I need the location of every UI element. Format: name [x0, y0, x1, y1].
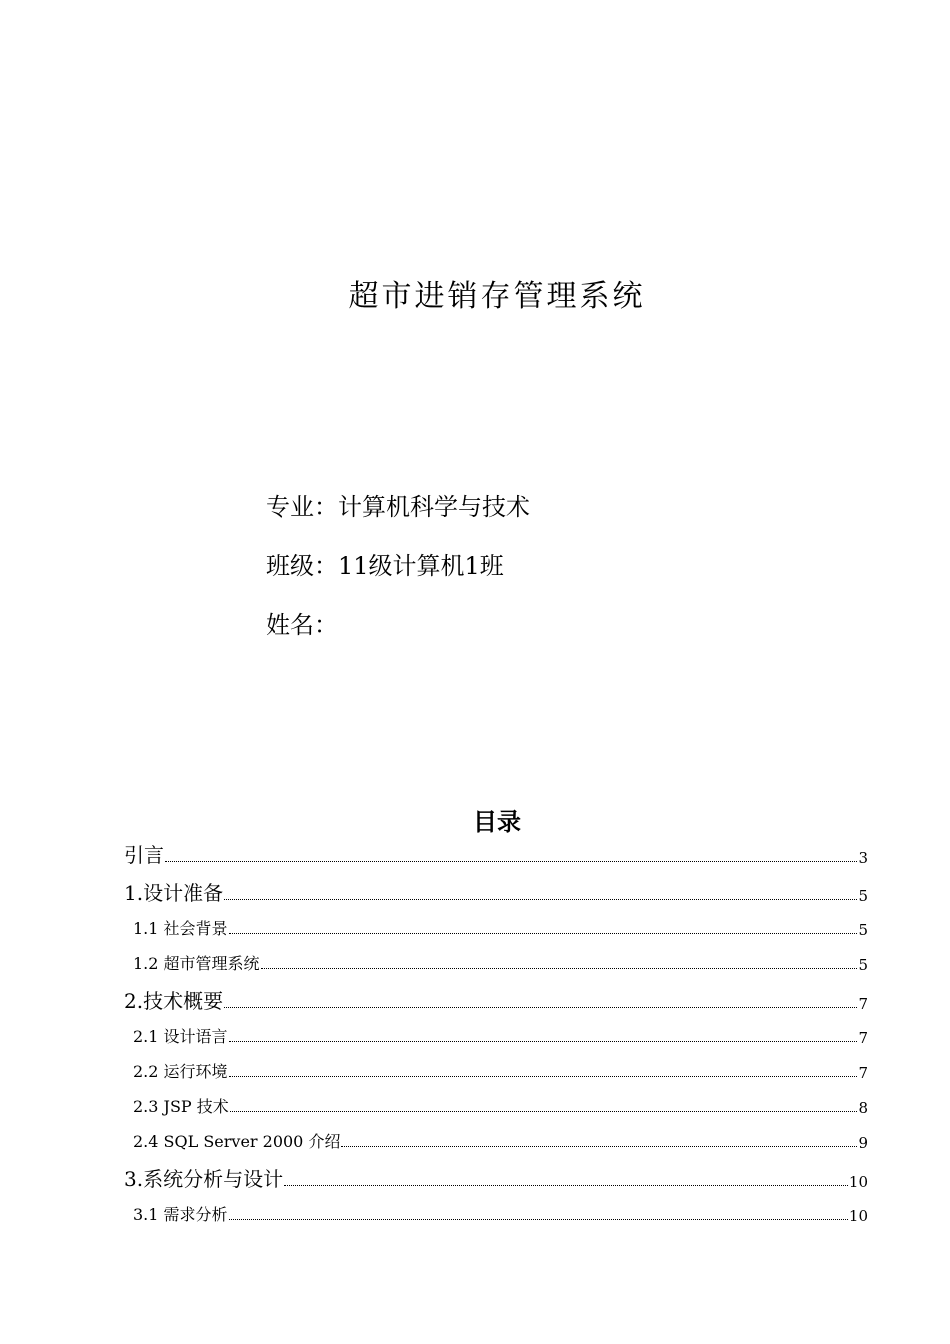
toc-leader: [261, 968, 858, 969]
toc-entry-label: 1.2 超市管理系统: [133, 954, 260, 973]
toc-leader: [229, 1076, 858, 1077]
toc-leader: [229, 933, 858, 934]
toc-entry[interactable]: [133, 953, 868, 975]
toc-entry[interactable]: [124, 842, 868, 868]
toc-entry-page: 7: [858, 1029, 868, 1047]
toc-entry-page: 9: [858, 1134, 868, 1152]
toc-entry-label: 2.3 JSP 技术: [133, 1097, 229, 1116]
toc-entry-label: 3.1 需求分析: [133, 1205, 228, 1224]
toc-entry-page: 10: [848, 1173, 868, 1191]
toc-leader: [224, 899, 857, 900]
toc-leader: [165, 861, 857, 862]
toc-entry[interactable]: [133, 1204, 868, 1226]
toc-leader: [341, 1146, 857, 1147]
toc-leader: [284, 1185, 848, 1186]
info-major-label: 专业：: [266, 493, 338, 521]
toc-entry-label: 1.1 社会背景: [133, 919, 228, 938]
toc-entry[interactable]: [124, 988, 868, 1014]
toc-leader: [229, 1219, 848, 1220]
toc-leader: [229, 1041, 858, 1042]
document-title: 超市进销存管理系统: [348, 279, 646, 314]
toc-entry-page: 5: [858, 956, 868, 974]
toc-entry[interactable]: [133, 1026, 868, 1048]
toc-entry-label: 3.系统分析与设计: [124, 1167, 284, 1191]
toc-entry-label: 2.技术概要: [124, 989, 224, 1013]
info-class-value: 11级计算机1班: [338, 552, 504, 580]
toc-entry-label: 2.1 设计语言: [133, 1027, 228, 1046]
toc-entry[interactable]: [133, 1061, 868, 1083]
toc-heading: 目录: [473, 807, 521, 836]
toc-entry[interactable]: [133, 1096, 868, 1118]
toc-entry-page: 5: [858, 887, 868, 905]
toc-entry[interactable]: [124, 1166, 868, 1192]
toc-entry-page: 5: [858, 921, 868, 939]
toc-entry-page: 7: [858, 1064, 868, 1082]
toc-entry[interactable]: [133, 1131, 868, 1153]
toc-entry-page: 3: [858, 849, 868, 867]
toc-entry-label: 1.设计准备: [124, 881, 224, 905]
toc-entry-page: 7: [858, 995, 868, 1013]
toc-entry-label: 引言: [124, 843, 164, 867]
info-name-label: 姓名：: [266, 611, 338, 639]
toc-entry-page: 8: [858, 1099, 868, 1117]
toc-entry-label: 2.2 运行环境: [133, 1062, 228, 1081]
toc-entry[interactable]: [133, 918, 868, 940]
toc-leader: [230, 1111, 858, 1112]
info-major-value: 计算机科学与技术: [338, 493, 530, 521]
toc-entry-page: 10: [848, 1207, 868, 1225]
toc-leader: [224, 1007, 857, 1008]
toc-entry-label: 2.4 SQL Server 2000 介绍: [133, 1132, 341, 1151]
info-class-label: 班级：: [266, 552, 338, 580]
toc-entry[interactable]: [124, 880, 868, 906]
